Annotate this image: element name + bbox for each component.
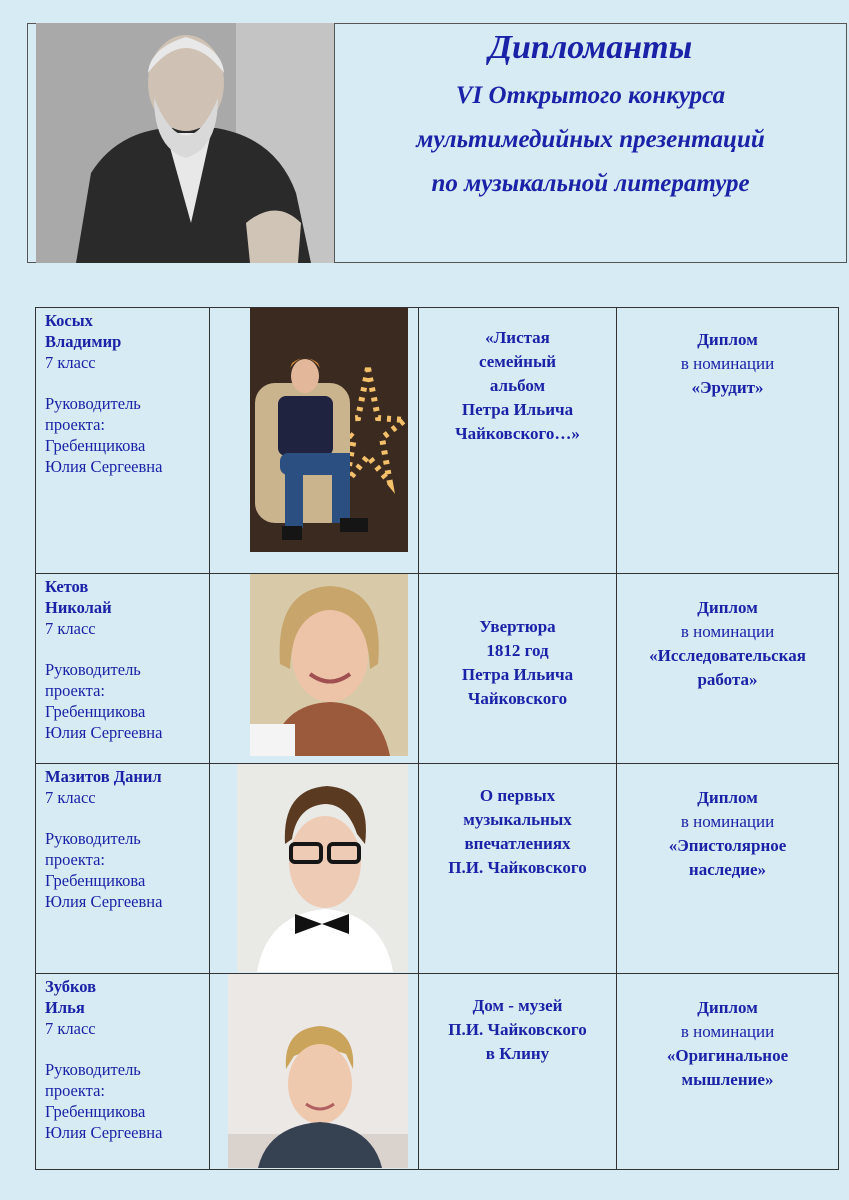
student-grade: 7 класс: [45, 353, 96, 372]
award-nomination: «Исследовательская работа»: [649, 646, 806, 689]
topic-cell: [419, 574, 617, 764]
award-title: Диплом: [697, 598, 758, 617]
student-name: Зубков Илья: [45, 977, 97, 1017]
student-cell: [36, 974, 210, 1170]
award-cell: [617, 574, 839, 764]
photo-cell: [210, 764, 419, 974]
student-name: Кетов Николай: [45, 577, 112, 617]
student-name: Мазитов Данил: [45, 767, 162, 786]
award-cell: [617, 974, 839, 1170]
award-nomination: «Эрудит»: [691, 378, 764, 397]
award-nomination-label: в номинации: [680, 812, 775, 831]
table-row: [36, 974, 839, 1170]
student-name: Косых Владимир: [45, 311, 122, 351]
award-title: Диплом: [697, 788, 758, 807]
award-title: Диплом: [697, 330, 758, 349]
page-title: Дипломанты: [488, 29, 693, 66]
supervisor-info: Руководитель проекта: Гребенщикова Юлия Сергеевна: [45, 1060, 163, 1142]
student-photo: [228, 974, 408, 1168]
subtitle-line-3: по музыкальной литературе: [431, 170, 750, 197]
supervisor-info: Руководитель проекта: Гребенщикова Юлия Сергеевна: [45, 660, 163, 742]
student-cell: [36, 574, 210, 764]
composer-portrait-image: [36, 23, 334, 263]
student-grade: 7 класс: [45, 788, 96, 807]
composer-portrait: [36, 23, 335, 263]
award-nomination: «Эпистолярное наследие»: [668, 836, 787, 879]
table-row: [36, 574, 839, 764]
header-banner: [27, 23, 847, 263]
topic-cell: [419, 974, 617, 1170]
table-row: [36, 764, 839, 974]
student-cell: [36, 764, 210, 974]
student-grade: 7 класс: [45, 1019, 96, 1038]
topic-cell: [419, 308, 617, 574]
subtitle-line-1: VI Открытого конкурса: [455, 82, 726, 109]
student-cell: [36, 308, 210, 574]
award-cell: [617, 308, 839, 574]
photo-cell: [210, 574, 419, 764]
subtitle-line-2: мультимедийных презентаций: [416, 126, 765, 153]
supervisor-info: Руководитель проекта: Гребенщикова Юлия Сергеевна: [45, 829, 163, 911]
student-grade: 7 класс: [45, 619, 96, 638]
award-nomination-label: в номинации: [680, 354, 775, 373]
header-text: [335, 24, 846, 262]
photo-cell: [210, 974, 419, 1170]
award-title: Диплом: [697, 998, 758, 1017]
presentation-topic: «Листая семейный альбом Петра Ильича Чайковского…»: [455, 328, 580, 443]
photo-cell: [210, 308, 419, 574]
award-nomination-label: в номинации: [680, 622, 775, 641]
winners-table: [35, 307, 839, 1170]
presentation-topic: О первых музыкальных впечатлениях П.И. Чайковского: [448, 786, 587, 877]
student-photo: [237, 764, 408, 972]
award-nomination: «Оригинальное мышление»: [666, 1046, 789, 1089]
student-photo: [250, 574, 408, 756]
supervisor-info: Руководитель проекта: Гребенщикова Юлия Сергеевна: [45, 394, 163, 476]
table-row: [36, 308, 839, 574]
presentation-topic: Увертюра 1812 год Петра Ильича Чайковского: [461, 617, 574, 708]
presentation-topic: Дом - музей П.И. Чайковского в Клину: [448, 996, 587, 1063]
award-nomination-label: в номинации: [680, 1022, 775, 1041]
student-photo: [250, 308, 408, 552]
topic-cell: [419, 764, 617, 974]
award-cell: [617, 764, 839, 974]
